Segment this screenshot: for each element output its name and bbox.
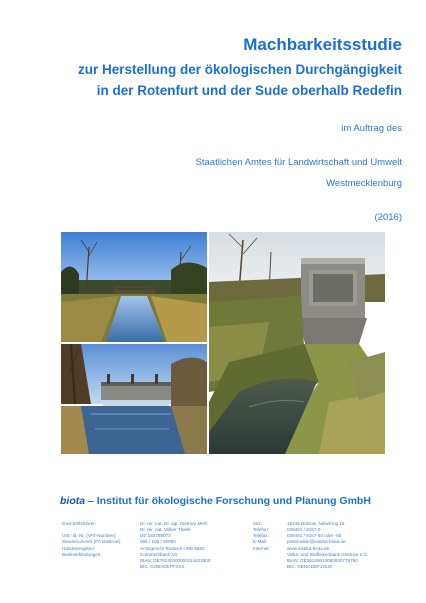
footer-label: Telefon:: [253, 527, 270, 533]
footer-value: 038461 / 9167-50 oder -55: [287, 533, 342, 539]
client-name-line-2: Westmecklenburg: [326, 178, 402, 189]
footer-value: Volks- und Raiffeisenbank Güstrow e.G.: [287, 551, 369, 557]
footer-labels-left: [62, 521, 122, 570]
footer-value: 086 / 106 / 02690: [140, 539, 176, 545]
footer-value: Commerzbank AG: [140, 551, 178, 557]
footer-values-left: [140, 521, 210, 570]
footer-label: E-Mail:: [253, 539, 268, 545]
footer-value: Amtsgericht Rostock HRB 5562: [140, 545, 205, 551]
footer-label: USt.-Id.-Nr. (VAT-Number):: [62, 533, 117, 539]
footer-values-right: [287, 521, 368, 570]
footer-label: Handelsregister:: [62, 545, 96, 551]
footer-value: BIC: COBADEFFXXX: [140, 563, 185, 569]
footer-label: [253, 564, 270, 570]
document-title: Machbarkeitsstudie: [243, 35, 402, 54]
institute-name-rest: – Institut für ökologische Forschung und Planung GmbH: [85, 495, 371, 507]
footer-value: Dr. rer. nat. Dr. agr. Dietmar Mehl: [140, 521, 208, 526]
footer-email-link[interactable]: postmaster@institut-biota.de: [287, 539, 346, 545]
footer-label: Steuernummer (FA Güstrow):: [62, 539, 122, 545]
biota-logo: biota: [60, 495, 86, 507]
weir-photo: [61, 344, 207, 454]
footer-value: DE 164789073: [140, 533, 171, 539]
footer-value: Dr. rer. nat. Volker Thiele: [140, 527, 191, 533]
footer-label: [62, 564, 122, 570]
concrete-weir-photo: [209, 232, 385, 454]
title-block: [22, 34, 402, 101]
footer-value: IBAN: DE76130400000114422900: [140, 557, 211, 563]
client-intro: im Auftrag des: [341, 123, 402, 134]
footer-value: 038461 / 9167-0: [287, 527, 321, 533]
footer-label: Bankverbindungen:: [62, 551, 102, 557]
footer-label: Sitz:: [253, 521, 262, 526]
river-bridge-photo: [61, 232, 207, 342]
footer-labels-right: [253, 521, 270, 570]
institute-name: [60, 495, 371, 507]
publication-year: (2016): [374, 212, 402, 223]
footer-website-link[interactable]: www.institut-biota.de: [287, 545, 330, 551]
footer-value: BIC: GENODEF1GUE: [287, 563, 333, 569]
client-name-line-1: Staatlichen Amtes für Landwirtschaft und Umwelt: [195, 157, 402, 168]
subtitle-line-1: zur Herstellung der ökologischen Durchgängigkeit: [77, 62, 402, 77]
subtitle-line-2: in der Rotenfurt und der Sude oberhalb Redefin: [96, 83, 402, 98]
footer-label: Geschäftsführer:: [62, 521, 96, 526]
footer-value: 18246 Bützow, Nebelring 15: [287, 521, 345, 526]
footer-label: Internet:: [253, 545, 270, 551]
footer-label: Telefax:: [253, 533, 269, 539]
footer-value: IBAN: DE36140613080000779750: [287, 557, 358, 563]
